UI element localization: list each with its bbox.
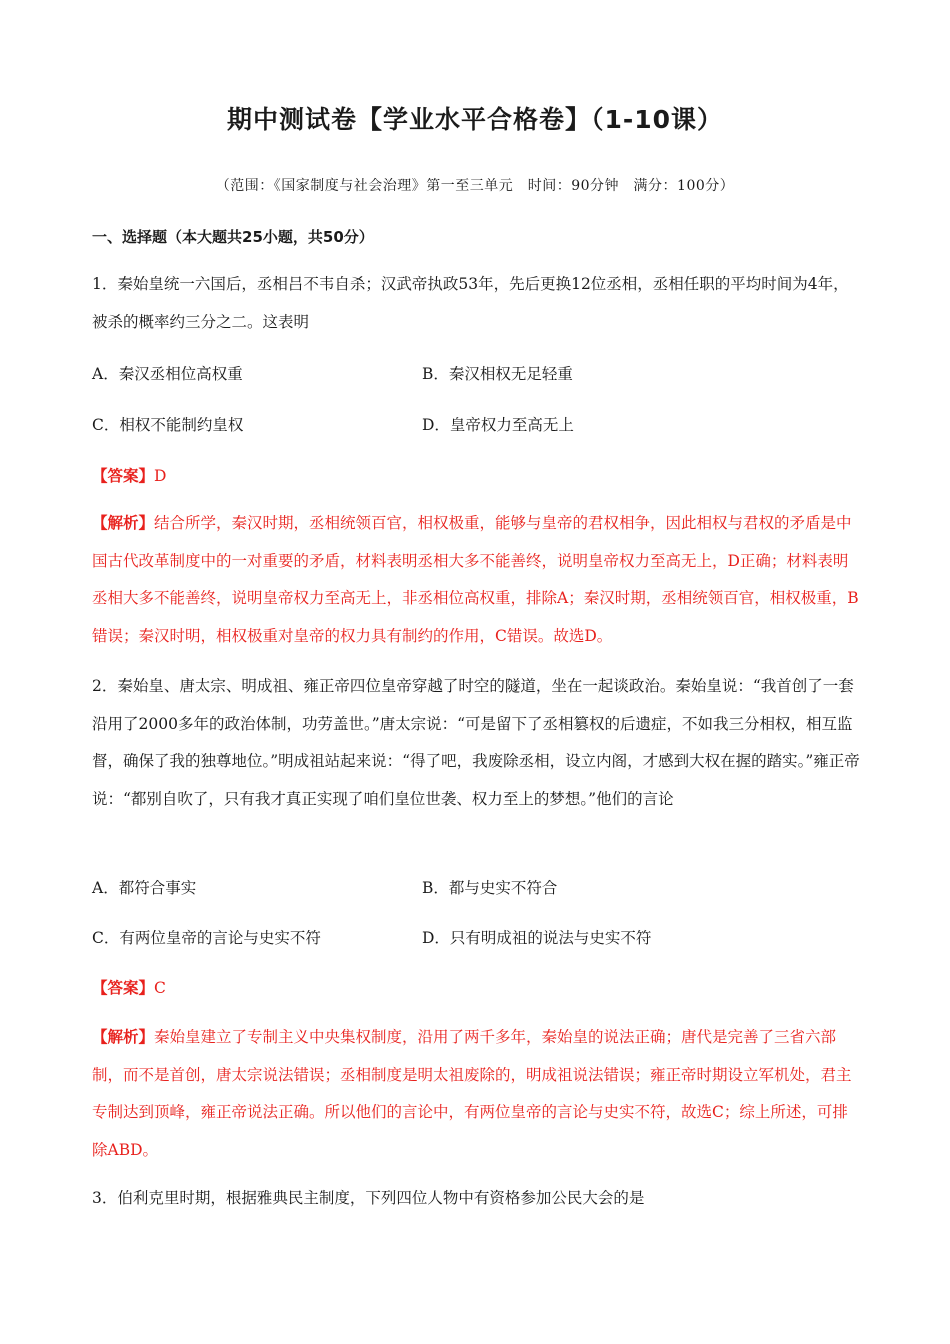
answer-label: 【答案】 <box>92 979 155 997</box>
analysis-label: 【解析】 <box>92 514 155 532</box>
question-3-stem: 3．伯利克里时期，根据雅典民主制度，下列四位人物中有资格参加公民大会的是 <box>92 1189 645 1207</box>
q1-answer <box>92 464 166 486</box>
q2-option-b: B．都与史实不符合 <box>422 879 558 897</box>
q1-analysis <box>92 505 862 655</box>
q1-option-a: A．秦汉丞相位高权重 <box>92 365 243 383</box>
question-1-stem: 1．秦始皇统一六国后，丞相吕不韦自杀；汉武帝执政53年，先后更换12位丞相，丞相任职的平均时间为4年，被杀的概率约三分之二。这表明 <box>92 275 849 331</box>
q1-analysis-text: 结合所学，秦汉时期，丞相统领百官，相权极重，能够与皇帝的君权相争，因此相权与君权的矛盾是中国古代改革制度中的一对重要的矛盾，材料表明丞相大多不能善终，说明皇帝权力至高无上，D正确；材料表明丞相大多不能善终，说明皇帝权力至高无上，非丞相位高权重，排除A；秦汉时期，丞相统领百官，相权极重，B错误；秦汉时明，相权极重对皇帝的权力具有制约的作用，C错误。故选D。 <box>92 514 859 645</box>
q1-answer-value: D <box>154 467 167 485</box>
q2-option-a: A．都符合事实 <box>92 879 197 897</box>
q2-answer <box>92 976 166 998</box>
exam-scope: （范围：《国家制度与社会治理》第一至三单元 时间：90分钟 满分：100分） <box>215 178 735 194</box>
section-heading: 一、选择题（本大题共25小题，共50分） <box>92 228 374 246</box>
q2-answer-value: C <box>154 979 166 997</box>
q1-option-d: D．皇帝权力至高无上 <box>422 416 574 434</box>
answer-label: 【答案】 <box>92 467 155 485</box>
q2-option-c: C．有两位皇帝的言论与史实不符 <box>92 929 321 947</box>
q2-option-d: D．只有明成祖的说法与史实不符 <box>422 929 652 947</box>
q2-analysis-text: 秦始皇建立了专制主义中央集权制度，沿用了两千多年，秦始皇的说法正确；唐代是完善了三省六部制，而不是首创，唐太宗说法错误；丞相制度是明太祖废除的，明成祖说法错误；雍正帝时期设立军机处，君主专制达到顶峰，雍正帝说法正确。所以他们的言论中，有两位皇帝的言论与史实不符，故选C；综上所述，可排除ABD。 <box>92 1028 852 1159</box>
q1-option-c: C．相权不能制约皇权 <box>92 416 244 434</box>
page-title: 期中测试卷【学业水平合格卷】（1-10课） <box>226 105 724 134</box>
q2-analysis <box>92 1019 862 1169</box>
analysis-label: 【解析】 <box>92 1028 155 1046</box>
q1-option-b: B．秦汉相权无足轻重 <box>422 365 573 383</box>
question-2-stem: 2．秦始皇、唐太宗、明成祖、雍正帝四位皇帝穿越了时空的隧道，坐在一起谈政治。秦始皇说：“我首创了一套沿用了2000多年的政治体制，功劳盖世。”唐太宗说：“可是留下了丞相篡权的后遗症，不如我三分相权，相互监督，确保了我的独尊地位。”明成祖站起来说：“得了吧，我废除丞相，设立内阁，才感到大权在握的踏实。”雍正帝说：“都别自吹了，只有我才真正实现了咱们皇位世袭、权力至上的梦想。”他们的言论 <box>92 677 860 808</box>
